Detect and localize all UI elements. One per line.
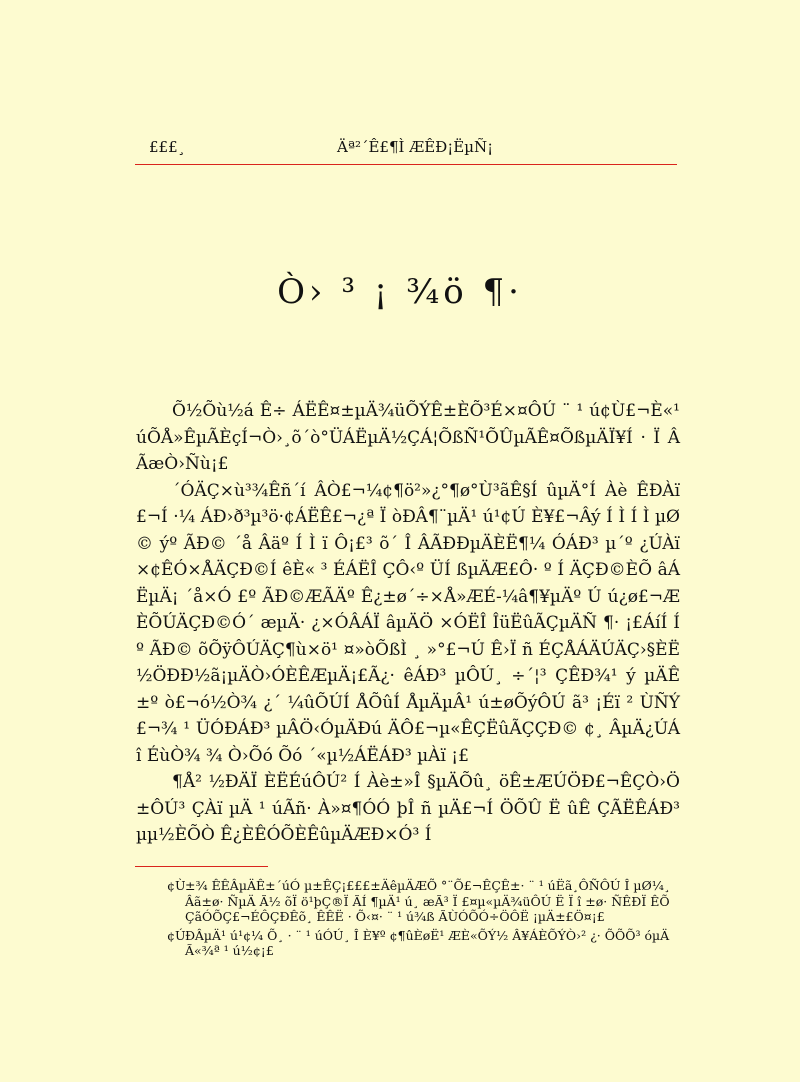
chapter-title: Ò› ³ ¡ ¾ö ¶· (277, 272, 523, 312)
paragraph: ¶Å² ½ÐÄÏ ÈËÉúÔÚ² Í Àè±»Î §µÄÕû¸ öÊ±ÆÚÖÐ£¬ÊÇÒ›Ö±ÔÚ³ ÇÀï µÄ ¹ úÃñ· À»¤¶ÓÓ þÎ ñ µÄ£¬Í ÖÕÛ Ë ûÊ ÇÃËÊÁÐ³ µµ½ÈÕÒ Ê¿ÈÊÓÕÈÊûµÄÆÐ×Ó³ Í (136, 772, 680, 845)
footnote-text: ±¾ ÊÊÂµÄÊ±´úÓ µ±ÊÇ¡£££±ÄêµÄÆÕ °¨Õ£¬ÊÇÊ±· ¨ ¹ úËã¸ÔÑÔÚ Î µØ¼¸Âã±ø· ÑµÄ Ã½ õÏ ö¹þÇ®Ï ÃÍ ¶µÄ¹ ú¸ æÃ³ Ï £¤µ«µÄ¾üÔÚ Ë Ï î ±ø· ÑÊÐÏ ÊÕÇãÓÕÇ£¬ÉÔÇÐÊõ¸ ÊÊË · Õ‹¤· ¨ ¹ ú¾ß ÃÙÓÕÓ÷ÖÔË ¡µÄ±£Ö¤¡£ (185, 878, 671, 924)
running-title: Äª²´Ê£¶Ì ÆÊÐ¡ËµÑ¡ (337, 138, 494, 156)
running-header (135, 136, 677, 166)
footnote (167, 928, 679, 959)
footnote-rule (135, 866, 268, 867)
paragraph: ´ÓÄÇ×ù³¾Êñ´í ÂÒ£¬¼¢¶ö²»¿°¶ø°Ù³ãÊ§Í ûµÄ°Í Àè ÊÐÀï £¬Í ·¼ ÁÐ›ð³µ³ö·¢ÁËÊ£¬¿ª Ï òÐÂ¶¨µÄ¹ ú¹¢Ú È¥£¬Âý Í Ì Í Ì µØ © ýº ÃÐ© ´å Âäº Í Ì ï Ô¡£³ õ´ Î ÂÃÐÐµÄÈË¶¼ ÓÁÐ³ µ´º ¿ÚÀï ×¢ÊÓ×ÅÄÇÐ©Í êÈ« ³ ÉÁËÎ ÇÔ‹º ÜÍ ßµÄÆ£Ô· º Í ÄÇÐ©ÈÕ âÁËµÄ¡ ´å×Ó £º ÃÐ©ÆÃÄº Ê¿±ø´÷×Å»ÆÉ‐¼â¶¥µÄº Ú ú¿ø£¬ÆÈÕÚÄÇÐ©Ó´ æµÄ· ¿×ÓÂÁÏ âµÄÖ ×ÓËÎ ÎüËûÃÇµÄÑ ¶· ¡£ÁíÍ Íº ÃÐ© õÕÿÔÚÄÇ¶ù×ö¹ ¤»òÕßÌ ¸ »°£¬Ú Ê›Ï ñ ÉÇÅÁÄÚÄÇ›§ÈË½ÖÐÐ½ã¡µÄÒ›ÓÈÊÆµÄ¡£Ã¿· êÁÐ³ µÔÚ¸ ÷´¦³ ÇÊÐ¾¹ ý µÄÊ±º ò£¬ó½Ò¾ ¿´ ¼ûÕÚÍ ÅÕûÍ ÅµÄµÂ¹ ú±øÕýÔÚ ã³ ¡Éï ² ÙÑÝ£¬¾ ¹ ÜÓÐÁÐ³ µÂÖ‹ÓµÄÐú ÄÔ£¬µ«ÊÇËûÃÇÇÐ© ¢¸ ÂµÄ¿ÚÁî ÉùÒ¾ ¾ Ò›Õó Õó ´«µ½ÁËÁÐ³ µÀï ¡£ (136, 480, 680, 766)
footnote-marker: ¢Ú (167, 927, 186, 943)
page-number: £££¸ (149, 138, 186, 156)
footnote (167, 878, 679, 925)
paragraph: Õ½Õù½á Ê÷ ÁËÊ¤±µÄ¾üÕÝÊ±ÈÕ³É×¤ÔÚ ¨ ¹ ú¢Ù£¬È«¹ úÕÅ»ÊµÃÈçÍ¬Ò›¸õ´ò°ÜÁËµÄ½ÇÁ¦ÕßÑ¹ÕÛµÃÊ¤ÕßµÄÏ¥Í · Ï ÂÃæÒ›Ñù¡£ (136, 401, 680, 474)
body-text (136, 398, 680, 849)
footnotes (167, 878, 679, 962)
footnote-text: ÐÂµÄ¹ ú¹¢¼ Õ¸ · ¨ ¹ úÓÚ¸ Î È¥º ¢¶ûÈøË¹ ÆÈ«ÕÝ½ Â¥ÁÈÕÝÒ›² ¿· ÕÕÕ³ óµÄÃ«¾ª ¹ ú½¢¡£ (185, 927, 670, 958)
footnote-marker: ¢Ù (167, 878, 186, 893)
header-rule (135, 164, 677, 165)
